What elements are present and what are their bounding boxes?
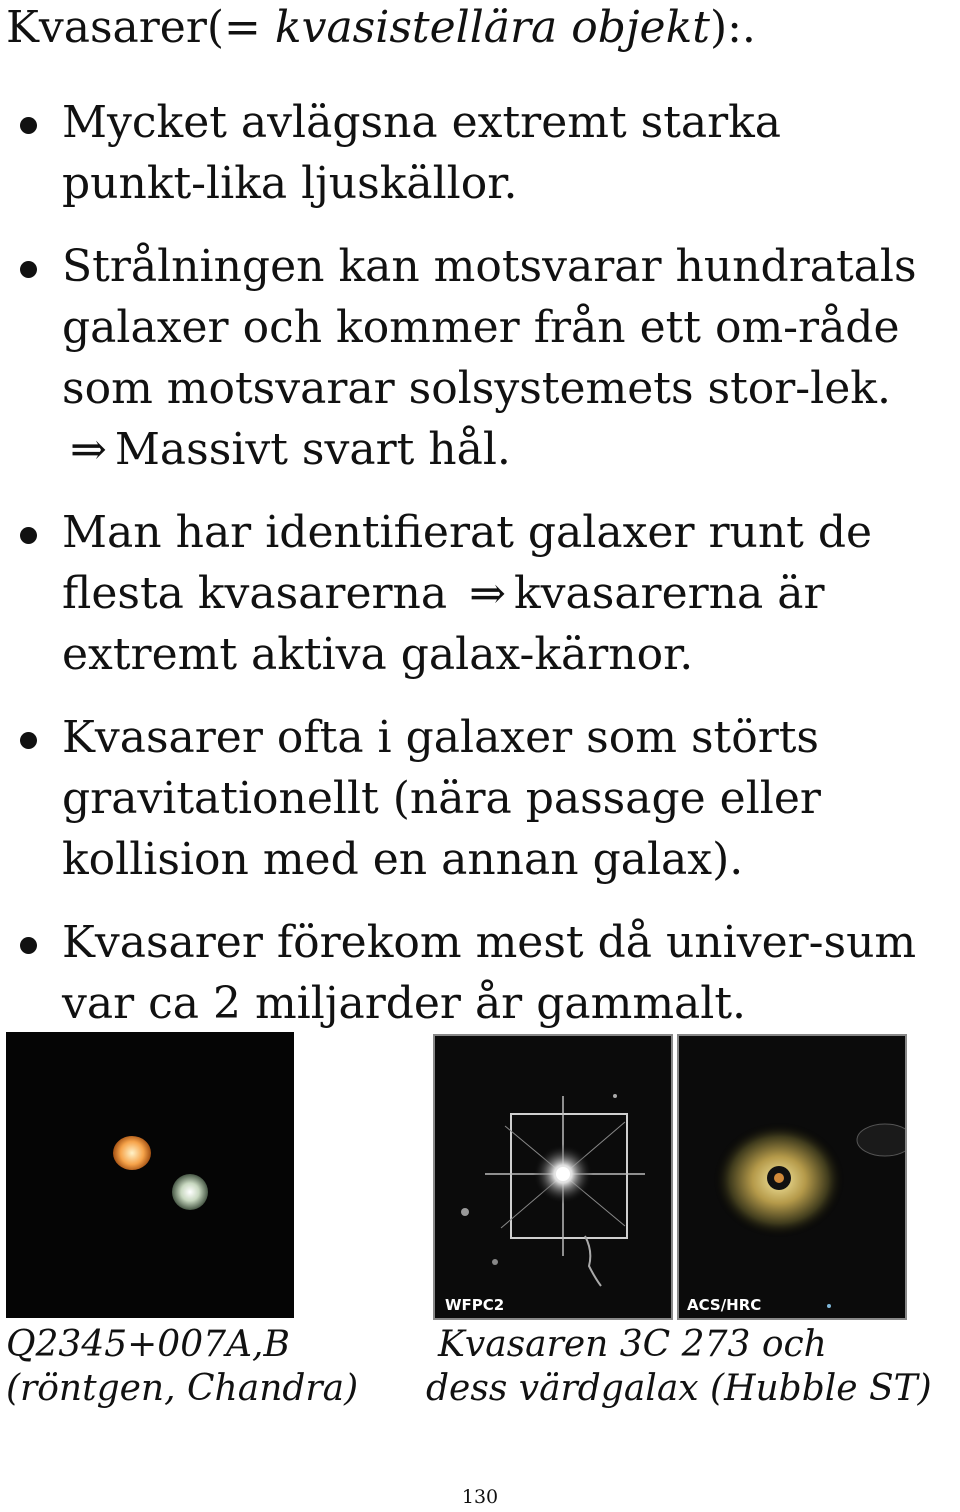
bullet-text: Kvasarer förekom mest då univer-sum var ca 2 miljarder år gammalt. xyxy=(62,917,917,1029)
bullet-dot-icon xyxy=(20,117,37,134)
caption-right-line2: dess värdgalax (Hubble ST) xyxy=(426,1368,932,1409)
quasar-b-spot xyxy=(172,1174,208,1210)
title-paren-open: (= xyxy=(206,2,275,53)
caption-left-line2: (röntgen, Chandra) xyxy=(6,1368,359,1409)
bullet-item xyxy=(0,92,930,214)
acs-galaxy xyxy=(679,1036,905,1318)
bullet-dot-icon xyxy=(20,732,37,749)
page-number: 130 xyxy=(461,1486,499,1508)
title-paren-close: ):. xyxy=(709,2,756,53)
page-title xyxy=(6,4,756,52)
caption-left-line1: Q2345+007A,B xyxy=(6,1324,290,1365)
implies-arrow-icon: ⇒ xyxy=(70,424,107,475)
quasar-a-spot xyxy=(113,1136,151,1170)
bullet-text: Mycket avlägsna extremt starka punkt-lika ljuskällor. xyxy=(62,97,782,209)
bullet-item xyxy=(0,502,930,685)
bullet-dot-icon xyxy=(20,937,37,954)
implies-arrow-icon: ⇒ xyxy=(469,568,506,619)
chandra-xray-image xyxy=(6,1032,294,1318)
bullet-text: Strålningen kan motsvarar hundratals galaxer och kommer från ett om-råde som motsvarar solsystemets stor-lek. xyxy=(62,241,917,414)
caption-right xyxy=(426,1323,932,1411)
bullet-tail: kvasarerna är extremt aktiva galax-kärnor. xyxy=(62,568,825,680)
title-italic: kvasistellära objekt xyxy=(274,2,710,53)
hubble-wfpc2-image xyxy=(433,1034,673,1320)
acs-label: ACS/HRC xyxy=(687,1296,762,1314)
bullet-item xyxy=(0,912,930,1034)
bullet-text: Man har identifierat galaxer runt de flesta kvasarerna xyxy=(62,507,873,619)
bullet-item xyxy=(0,236,930,480)
bullet-dot-icon xyxy=(20,527,37,544)
caption-right-line1: Kvasaren 3C 273 och xyxy=(438,1324,827,1365)
bullet-tail: Massivt svart hål. xyxy=(114,424,511,475)
wfpc2-label: WFPC2 xyxy=(445,1296,505,1314)
bullet-dot-icon xyxy=(20,261,37,278)
hubble-acs-image xyxy=(677,1034,907,1320)
bullet-item xyxy=(0,707,930,890)
title-main: Kvasarer xyxy=(6,2,207,53)
caption-left xyxy=(6,1323,358,1411)
bullet-list xyxy=(0,92,930,1056)
bullet-text: Kvasarer ofta i galaxer som störts gravitationellt (nära passage eller kollision med en annan galax). xyxy=(62,712,821,885)
wfpc2-starfield xyxy=(435,1036,671,1318)
